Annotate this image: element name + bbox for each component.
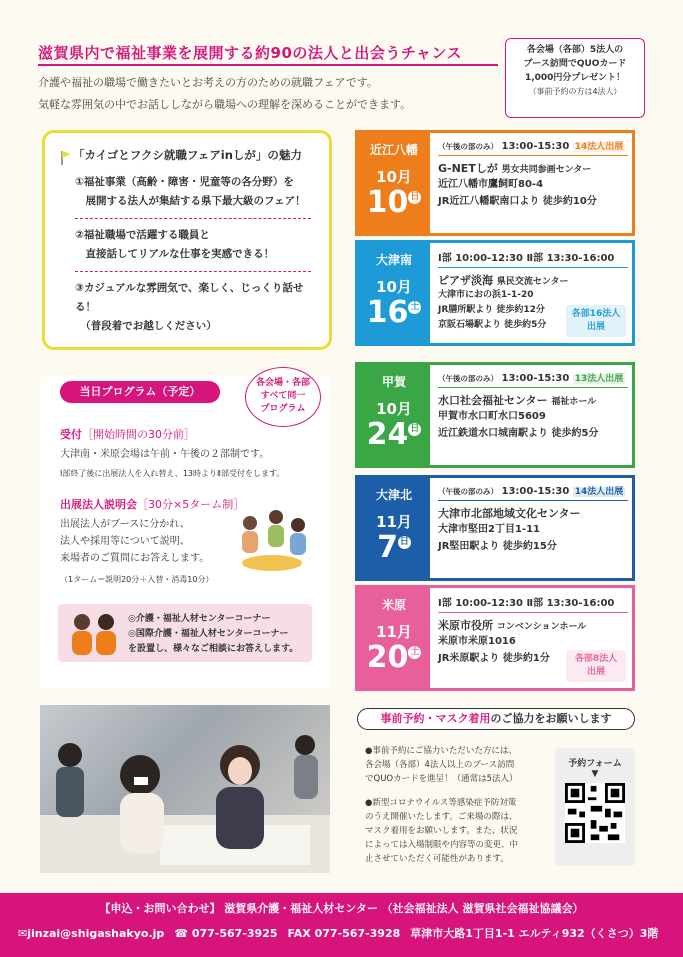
promo-note: （事前予約の方は4法人） [528,87,622,96]
reception-note: Ⅰ部終了後に出展法人を入れ替え、13時よりⅡ部受付をします。 [60,469,285,478]
event-day: 24 [366,417,409,452]
event-day: 7 [377,530,398,565]
event-venue [438,392,628,408]
cta-line: マスク着用をお願いします。また、状況 [365,826,518,836]
divider [75,218,311,219]
event-city: 大津南 [375,253,412,267]
event-city: 米原 [381,598,406,612]
venue-sub: 福祉ホール [551,397,597,407]
briefing-line: 出展法人がブースに分かれ、 [60,519,190,530]
event-month: 10月 [376,400,412,418]
event-time-row [438,594,628,613]
event-city: 大津北 [375,488,412,502]
charm-line: 展開する法人が集結する県下最大級のフェア！ [75,195,306,207]
weekday-label: 日 [399,537,409,547]
badge-line: プログラム [260,404,306,414]
email-link[interactable]: ✉jinzai@shigashakyo.jp [18,927,165,940]
venue-name: 米原市役所 [438,619,493,632]
cta-line: ●事前予約にご協力いただいた方には、 [365,746,517,756]
event-card-maibara [355,585,635,691]
event-venue [438,505,628,521]
event-time-row [438,249,628,268]
event-address-line: 大津市におの浜1-1-20 [438,290,534,300]
event-details [438,371,628,442]
exhibitor-count-tag: 14法人出展 [574,487,624,497]
event-city: 近江八幡 [369,143,418,157]
charm-line: 直接話してリアルな仕事を実感できる！ [75,248,275,260]
event-day: 16 [366,295,409,330]
event-weekday [408,191,421,205]
intro-line: 気軽な雰囲気の中でお話ししながら職場への理解を深めることができます。 [38,98,412,111]
exhibitor-count-badge [566,305,626,337]
event-address-line: 近江八幡市鷹飼町80-4 [438,179,544,190]
time-note: （午後の部のみ） [438,374,498,383]
charm-item-1 [75,173,311,211]
promo-line: 1,000円分プレゼント！ [524,73,626,83]
charm-line: ③カジュアルな雰囲気で、楽しく、じっくり話せる！ [75,282,304,313]
charm-line: ①福祉事業（高齢・障害・児童等の各分野）を [75,176,294,188]
cta-line: ●新型コロナウイルス等感染症予防対策 [365,798,517,808]
event-date-panel [358,365,430,465]
event-day: 10 [366,185,409,220]
reception-sub: ［開始時間の30分前］ [82,428,195,441]
event-venue [438,617,628,633]
briefing-line: 法人や採用等について説明、 [60,536,190,547]
event-address-line: JR堅田駅より 徒歩約15分 [438,541,557,552]
event-address-line: JR膳所駅より 徒歩約12分 [438,305,545,315]
event-time-row [438,371,628,388]
charm-line: （普段着でお越しください） [75,320,217,332]
qr-label: 予約フォーム [568,759,622,769]
weekday-label: 土 [410,647,420,657]
cta-paragraph-2 [365,796,518,866]
event-time-row [438,484,628,501]
event-address-line: JR近江八幡駅南口より 徒歩約10分 [438,196,597,207]
promo-line: 各会場（各部）5法人の [526,45,624,55]
badge-line: 出展 [586,322,605,332]
program-heading: 当日プログラム（予定） [60,381,220,403]
event-time: 13:00-15:30 [501,373,570,384]
event-address-line: 大津市堅田2丁目1-11 [438,524,540,535]
badge-line: 各部8法人 [574,654,618,664]
badge-line: 各部16法人 [571,309,621,319]
charm-item-3 [75,279,311,336]
venue-sub: コンベンションホール [496,622,587,632]
qr-panel [555,748,635,866]
exhibitor-count-badge [566,650,626,682]
exhibitor-count-tag: 14法人出展 [574,142,624,152]
badge-line: 出展 [586,667,605,677]
cta-highlight: 事前予約・マスク着用 [380,712,491,725]
badge-line: 各会場・各部 [255,378,310,388]
charm-box [42,130,332,350]
event-month: 11月 [376,513,412,531]
event-weekday [408,423,421,437]
venue-sub: 県民交流センター [496,277,569,287]
cta-line: 各会場（各部）4法人以上のブース訪問 [365,760,515,770]
event-address-line: 甲賀市水口町水口5609 [438,411,546,422]
footer-contact-title: 【申込・お問い合わせ】 滋賀県介護・福祉人材センター （社会福祉法人 滋賀県社会福祉協議会） [99,902,584,915]
people-meeting-illustration [232,505,312,577]
event-time: Ⅰ部 10:00-12:30 Ⅱ部 13:30-16:00 [438,598,615,609]
event-date-panel [358,588,430,688]
event-card-otsu-north [355,475,635,581]
charm-item-2 [75,226,311,264]
event-card-koka [355,362,635,468]
promo-line: ブース訪問でQUOカード [523,59,627,69]
weekday-label: 日 [410,424,420,434]
footer [0,893,683,957]
briefing-title: 出展法人説明会 [60,498,137,511]
event-date-panel [358,133,430,233]
photo-scene [40,705,330,873]
reception-heading [60,426,195,442]
event-date-panel [358,478,430,578]
venue-name: ピアザ淡海 [438,274,493,287]
venue-sub: 男女共同参画センター [501,165,592,175]
divider [75,271,311,272]
event-venue [438,160,628,176]
program-badge [245,367,321,427]
cta-paragraph-1 [365,744,518,786]
event-city: 甲賀 [381,375,406,389]
charm-line: ②福祉職場で活躍する職員と [75,229,210,241]
briefing-text [60,516,209,567]
address: 草津市大路1丁目1-1 エルティ932（くさつ）3階 [410,927,659,940]
time-note: （午後の部のみ） [438,487,498,496]
charm-title: 「カイゴとフクシ就職フェアinしが」の魅力 [73,148,302,162]
cta-line: によっては入場制限や内容等の変更、中 [365,840,519,850]
event-card-omihachiman [355,130,635,236]
staff-illustration [66,610,122,656]
briefing-heading [60,496,244,512]
consult-corner-text [128,612,298,657]
reception-title: 受付 [60,428,82,441]
event-address-line: 近江鉄道水口城南駅より 徒歩約5分 [438,428,599,439]
event-time: 13:00-15:30 [501,486,570,497]
badge-line: すべて同一 [260,391,306,401]
event-weekday [408,301,421,315]
fax-number: FAX 077-567-3928 [287,927,401,940]
cta-line: 止させていただく可能性があります。 [365,854,509,864]
cta-heading [357,708,635,730]
event-details [438,484,628,555]
title-underline [38,64,498,66]
corner-line: ◎国際介護・福祉人材センターコーナー [128,629,289,639]
weekday-label: 土 [410,302,420,312]
cta-line: のうえ開催いたします。ご来場の際は、 [365,812,518,822]
event-photo [40,705,330,873]
weekday-label: 日 [410,192,420,202]
promo-box [505,38,645,118]
event-card-otsu-south [355,240,635,346]
event-time: 13:00-15:30 [501,141,570,152]
arrow-down-icon: ▼ [591,769,599,779]
briefing-note: （1ターム＝説明20分＋入替・消毒10分） [60,575,214,584]
event-date-panel [358,243,430,343]
phone-number[interactable]: ☎ 077-567-3925 [174,927,278,940]
corner-line: を設置し、様々なご相談にお答えします。 [128,644,299,654]
event-month: 10月 [376,168,412,186]
qr-code[interactable] [565,783,625,843]
venue-name: G-NETしが [438,162,498,175]
event-weekday [398,536,411,550]
exhibitor-count-tag: 13法人出展 [574,374,624,384]
briefing-line: 来場者のご質問にお答えします。 [60,553,210,564]
event-address-line: 米原市米原1016 [438,636,516,647]
briefing-sub: ［30分×5ターム制］ [137,498,245,511]
time-note: （午後の部のみ） [438,142,498,151]
event-weekday [408,646,421,660]
event-day: 20 [366,640,409,675]
venue-name: 水口社会福祉センター [438,394,548,407]
cta-line: でQUOカードを進呈！（通常は5法人） [365,774,518,784]
event-address-line: JR米原駅より 徒歩約1分 [438,653,550,664]
event-time-row [438,139,628,156]
event-venue [438,272,628,288]
intro-line: 介護や福祉の職場で働きたいとお考えの方のための就職フェアです。 [38,76,378,89]
event-details [438,139,628,210]
event-month: 11月 [376,623,412,641]
cta-rest: のご協力をお願いします [490,712,612,725]
reception-text: 大津南・米原会場は午前・午後の２部制です。 [60,449,270,460]
venue-name: 大津市北部地域文化センター [438,507,581,520]
footer-contact-line [18,925,668,941]
event-address-line: 京阪石場駅より 徒歩約5分 [438,320,547,330]
event-time: Ⅰ部 10:00-12:30 Ⅱ部 13:30-16:00 [438,253,615,264]
flag-icon [61,151,71,165]
corner-line: ◎介護・福祉人材センターコーナー [128,614,271,624]
event-month: 10月 [376,278,412,296]
page-title: 滋賀県内で福祉事業を展開する約90の法人と出会うチャンス [38,44,462,62]
